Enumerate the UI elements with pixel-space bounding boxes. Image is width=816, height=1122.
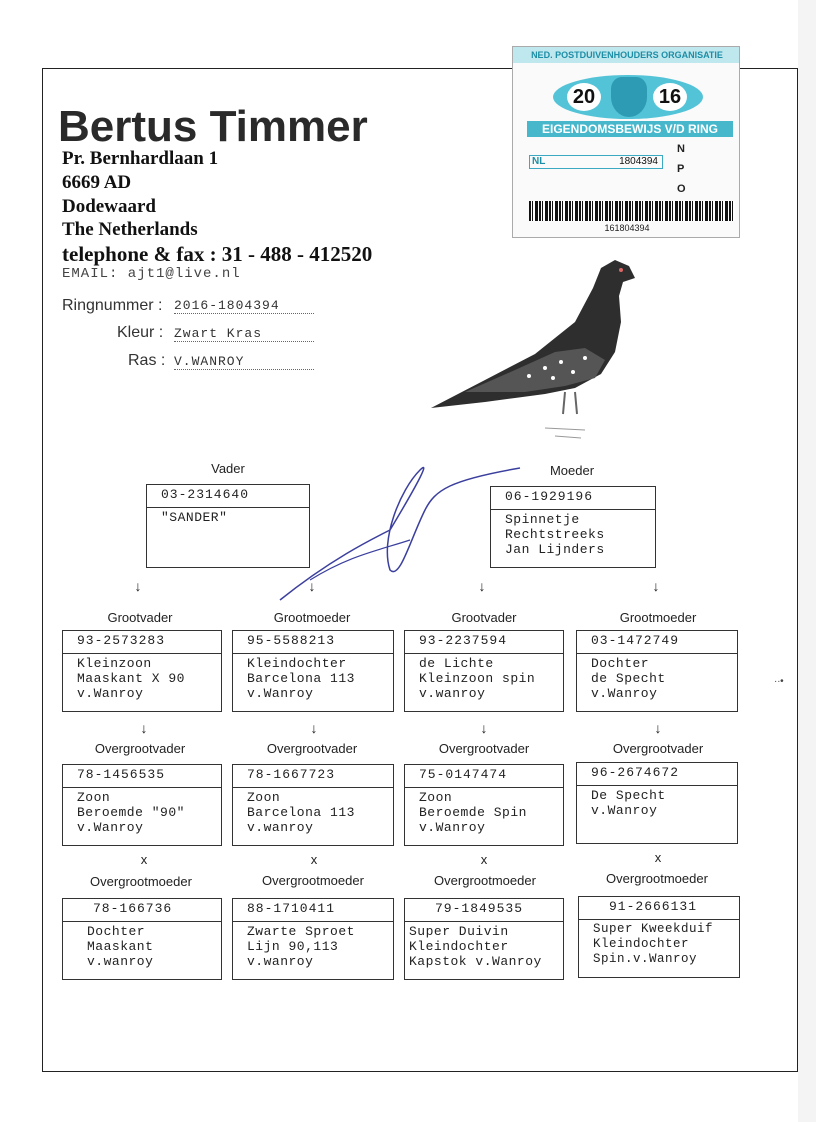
pigeon-description: "SANDER"	[161, 510, 228, 525]
pigeon-description: Zoon Beroemde "90" v.Wanroy	[77, 790, 185, 835]
ring-number: 78-1667723	[233, 765, 393, 788]
pigeon-description: Super Duivin Kleindochter Kapstok v.Wanroy	[409, 924, 542, 969]
pigeon-description: Zoon Barcelona 113 v.wanroy	[247, 790, 355, 835]
pigeon-image	[425, 252, 645, 452]
stamp-org: NED. POSTDUIVENHOUDERS ORGANISATIE	[513, 47, 740, 63]
role-grootmoeder: Grootmoeder	[273, 610, 351, 625]
role-overgrootmoeder: Overgrootmoeder	[606, 871, 708, 886]
pigeon-description: Dochter de Specht v.Wanroy	[591, 656, 666, 701]
role-grootmoeder: Grootmoeder	[619, 610, 697, 625]
color-label: Kleur :	[117, 324, 164, 341]
pedigree-box-overgrootvader	[576, 762, 738, 844]
pedigree-box-grootmoeder	[232, 630, 394, 712]
ring-number: 91-2666131	[579, 897, 739, 920]
role-overgrootmoeder: Overgrootmoeder	[434, 873, 536, 888]
pedigree-box-overgrootmoeder	[62, 898, 222, 980]
pigeon-description: Zwarte Sproet Lijn 90,113 v.wanroy	[247, 924, 355, 969]
owner-country: The Netherlands	[62, 219, 198, 240]
pigeon-description: Zoon Beroemde Spin v.Wanroy	[419, 790, 527, 835]
pigeon-description: de Lichte Kleinzoon spin v.wanroy	[419, 656, 536, 701]
ring-value: 2016-1804394	[174, 298, 314, 314]
role-overgrootvader: Overgrootvader	[266, 741, 358, 756]
owner-city: Dodewaard	[62, 196, 156, 217]
arrow-down-icon: ↓	[652, 578, 660, 594]
pigeon-description: Kleinzoon Maaskant X 90 v.Wanroy	[77, 656, 185, 701]
barcode	[529, 201, 735, 221]
role-overgrootmoeder: Overgrootmoeder	[90, 874, 192, 889]
arrow-down-icon: ↓	[310, 720, 318, 736]
ring-number: 96-2674672	[577, 763, 737, 786]
arrow-down-icon: ↓	[140, 720, 148, 736]
stamp-year-right: 16	[653, 83, 687, 111]
owner-street: Pr. Bernhardlaan 1	[62, 148, 219, 169]
breed-value: V.WANROY	[174, 354, 314, 370]
role-overgrootvader: Overgrootvader	[438, 741, 530, 756]
pedigree-box-overgrootmoeder	[232, 898, 394, 980]
pigeon-description: Kleindochter Barcelona 113 v.Wanroy	[247, 656, 355, 701]
ring-number: 93-2237594	[405, 631, 563, 654]
role-overgrootvader: Overgrootvader	[612, 741, 704, 756]
stamp-title: EIGENDOMSBEWIJS V/D RING	[527, 121, 733, 137]
cross-mark: x	[140, 852, 148, 867]
arrow-down-icon: ↓	[134, 578, 142, 594]
role-moeder: Moeder	[549, 463, 595, 478]
cross-mark: x	[654, 850, 662, 865]
ring-number: 06-1929196	[491, 487, 655, 510]
pedigree-box-overgrootvader	[232, 764, 394, 846]
ring-number: 88-1710411	[233, 899, 393, 922]
stamp-country-code: NL	[532, 156, 546, 167]
ring-ownership-stamp	[512, 46, 740, 238]
pedigree-box-moeder	[490, 486, 656, 568]
stamp-ring-field	[529, 155, 663, 169]
stamp-ring-number: 1804394	[619, 156, 658, 167]
pedigree-box-grootvader	[404, 630, 564, 712]
cross-mark: x	[480, 852, 488, 867]
role-vader: Vader	[211, 461, 245, 476]
color-value: Zwart Kras	[174, 326, 314, 342]
arrow-down-icon: ↓	[480, 720, 488, 736]
pedigree-box-overgrootmoeder	[404, 898, 564, 980]
pedigree-box-overgrootvader	[62, 764, 222, 846]
role-overgrootvader: Overgrootvader	[94, 741, 186, 756]
owner-name: Bertus Timmer	[58, 102, 368, 151]
stamp-letter: O	[677, 183, 686, 195]
page-edge	[798, 0, 816, 1122]
owner-email: EMAIL: ajt1@live.nl	[62, 266, 241, 282]
pedigree-box-overgrootvader	[404, 764, 564, 846]
arrow-down-icon: ↓	[654, 720, 662, 736]
stamp-letters	[677, 143, 737, 203]
pedigree-box-overgrootmoeder	[578, 896, 740, 978]
stamp-year-left: 20	[567, 83, 601, 111]
ring-number: 03-2314640	[147, 485, 309, 508]
pigeon-description: De Specht v.Wanroy	[591, 788, 666, 818]
role-grootvader: Grootvader	[107, 610, 173, 625]
barcode-number: 161804394	[604, 223, 650, 233]
pedigree-box-vader	[146, 484, 310, 568]
owner-telephone: telephone & fax : 31 - 488 - 412520	[62, 242, 373, 266]
ring-number: 93-2573283	[63, 631, 221, 654]
role-grootvader: Grootvader	[451, 610, 517, 625]
owner-postcode: 6669 AD	[62, 172, 132, 193]
lion-icon	[611, 77, 647, 117]
cross-mark: x	[310, 852, 318, 867]
ring-number: 78-1456535	[63, 765, 221, 788]
pedigree-box-grootvader	[62, 630, 222, 712]
arrow-down-icon: ↓	[478, 578, 486, 594]
stamp-letter: P	[677, 163, 685, 175]
decorative-dots: ·∙•	[774, 676, 784, 687]
arrow-down-icon: ↓	[308, 578, 316, 594]
ring-number: 79-1849535	[405, 899, 563, 922]
ring-number: 95-5588213	[233, 631, 393, 654]
pigeon-description: Dochter Maaskant v.wanroy	[87, 924, 154, 969]
ring-number: 75-0147474	[405, 765, 563, 788]
role-overgrootmoeder: Overgrootmoeder	[262, 873, 364, 888]
pigeon-description: Spinnetje Rechtstreeks Jan Lijnders	[505, 512, 605, 557]
ring-label: Ringnummer :	[62, 297, 163, 314]
stamp-letter: N	[677, 143, 685, 155]
ring-number: 78-166736	[63, 899, 221, 922]
pedigree-box-grootmoeder	[576, 630, 738, 712]
ring-number: 03-1472749	[577, 631, 737, 654]
pigeon-description: Super Kweekduif Kleindochter Spin.v.Wanroy	[593, 922, 714, 966]
breed-label: Ras :	[128, 352, 166, 369]
